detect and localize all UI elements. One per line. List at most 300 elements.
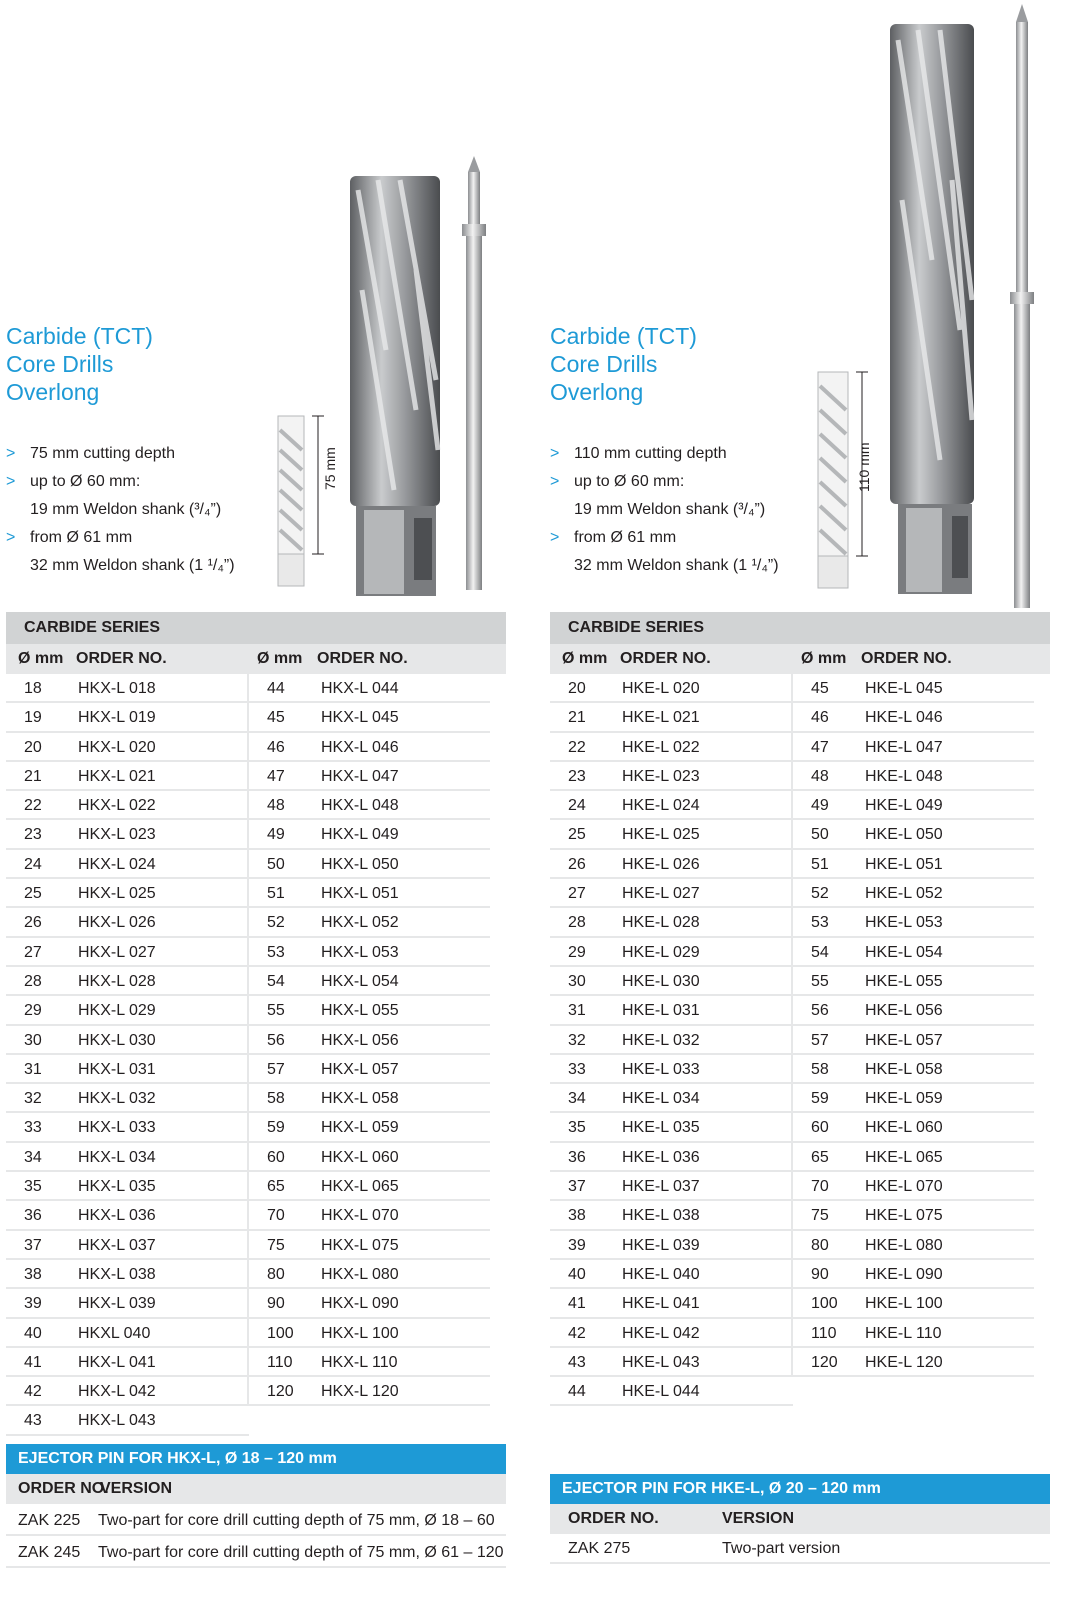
order-number-cell: HKE-L 110: [865, 1324, 942, 1342]
order-number-cell: HKE-L 090: [865, 1265, 943, 1283]
table-row: [550, 1113, 793, 1142]
table-row: [6, 1026, 249, 1055]
ejector-row: ZAK 245 Two-part for core drill cutting depth of 75 mm, Ø 61 – 120: [6, 1538, 506, 1568]
order-number-cell: HKX-L 080: [321, 1265, 399, 1283]
table-row: [6, 967, 249, 996]
diameter-cell: 23: [24, 826, 42, 844]
table-row: [550, 1084, 793, 1113]
diameter-cell: 42: [24, 1383, 42, 1401]
order-number-cell: HKE-L 041: [622, 1295, 700, 1313]
cross-section-icon: [278, 416, 324, 586]
table-row: [550, 820, 793, 849]
order-number-cell: HKX-L 036: [78, 1207, 156, 1225]
order-number-cell: HKE-L 020: [622, 680, 700, 697]
order-number-cell: HKX-L 043: [78, 1412, 156, 1430]
order-number-cell: HKX-L 027: [78, 943, 156, 961]
order-number-cell: HKE-L 028: [622, 914, 700, 932]
diameter-cell: 18: [24, 680, 42, 697]
order-number-cell: HKE-L 049: [865, 797, 943, 815]
table-row: [249, 1231, 490, 1260]
diameter-cell: 30: [568, 972, 586, 990]
diameter-cell: 44: [267, 680, 285, 697]
diameter-cell: 25: [24, 885, 42, 903]
chevron-right-icon: >: [550, 529, 560, 546]
table-row: [793, 996, 1034, 1025]
diameter-cell: 27: [24, 943, 42, 961]
table-row: [6, 938, 249, 967]
diameter-cell: 65: [267, 1178, 285, 1196]
order-number-cell: HKE-L 075: [865, 1207, 943, 1225]
order-number-cell: HKE-L 120: [865, 1353, 943, 1371]
diameter-cell: 57: [267, 1060, 285, 1078]
order-number-cell: HKX-L 048: [321, 797, 399, 815]
diameter-cell: 50: [267, 855, 285, 873]
diameter-cell: 33: [24, 1119, 42, 1137]
table-row: [6, 850, 249, 879]
table-row: [249, 820, 490, 849]
diameter-cell: 28: [568, 914, 586, 932]
table-row: [550, 1319, 793, 1348]
order-number-cell: HKE-L 043: [622, 1353, 700, 1371]
table-row: [249, 1026, 490, 1055]
ejector-heading: EJECTOR PIN FOR HKX-L, Ø 18 – 120 mm: [6, 1444, 506, 1474]
diameter-cell: 90: [267, 1295, 285, 1313]
order-number-cell: HKE-L 057: [865, 1031, 943, 1049]
order-number-cell: HKE-L 048: [865, 767, 943, 785]
diameter-cell: 26: [568, 855, 586, 873]
diameter-cell: 110: [811, 1324, 837, 1342]
core-drill-illustration: [812, 0, 1052, 612]
diameter-cell: 33: [568, 1060, 586, 1078]
order-number-cell: HKX-L 030: [78, 1031, 156, 1049]
order-number-cell: HKX-L 065: [321, 1178, 399, 1196]
order-number-cell: HKE-L 022: [622, 738, 700, 756]
order-number-cell: HKE-L 054: [865, 943, 943, 961]
diameter-cell: 55: [811, 972, 829, 990]
order-number-cell: HKX-L 053: [321, 943, 399, 961]
table-row: [550, 1143, 793, 1172]
ejector-pin-icon: [462, 156, 486, 590]
order-number-cell: HKX-L 025: [78, 885, 156, 903]
diameter-cell: 35: [568, 1119, 586, 1137]
table-row: [249, 1260, 490, 1289]
diameter-cell: 56: [811, 1002, 829, 1020]
diameter-cell: 39: [24, 1295, 42, 1313]
chevron-right-icon: >: [6, 529, 16, 546]
diameter-cell: 90: [811, 1265, 829, 1283]
table-row: [249, 674, 490, 703]
table-row: [249, 1289, 490, 1318]
diameter-cell: 53: [811, 914, 829, 932]
diameter-cell: 28: [24, 972, 42, 990]
diameter-cell: 75: [267, 1236, 285, 1254]
diameter-cell: 24: [568, 797, 586, 815]
table-row: [550, 1348, 793, 1377]
table-row: [6, 1113, 249, 1142]
order-number-cell: HKE-L 024: [622, 797, 700, 815]
table-row: [793, 1260, 1034, 1289]
table-row: [550, 1260, 793, 1289]
order-number-cell: HKX-L 060: [321, 1148, 399, 1166]
order-number-cell: HKE-L 026: [622, 855, 700, 873]
table-row: [793, 1172, 1034, 1201]
ejector-row: ZAK 225 Two-part for core drill cutting depth of 75 mm, Ø 18 – 60: [6, 1506, 506, 1536]
table-row: [249, 791, 490, 820]
order-number-cell: HKE-L 027: [622, 885, 700, 903]
table-row: [6, 820, 249, 849]
order-number-cell: HKX-L 045: [321, 709, 399, 727]
order-number-cell: HKE-L 059: [865, 1090, 943, 1108]
diameter-cell: 48: [267, 797, 285, 815]
order-number-cell: HKX-L 044: [321, 680, 399, 697]
order-number-cell: HKX-L 026: [78, 914, 156, 932]
order-number-cell: HKE-L 030: [622, 972, 700, 990]
column-headers: Ø mm ORDER NO. Ø mm ORDER NO.: [6, 644, 506, 674]
diameter-cell: 110: [267, 1353, 293, 1371]
table-row: [249, 908, 490, 937]
table-row: [550, 996, 793, 1025]
diameter-cell: 120: [267, 1383, 294, 1401]
table-row: [550, 1201, 793, 1230]
core-drill-illustration: [266, 150, 506, 610]
diameter-cell: 35: [24, 1178, 42, 1196]
order-number-cell: HKX-L 070: [321, 1207, 399, 1225]
chevron-right-icon: >: [550, 473, 560, 490]
table-row: [793, 1055, 1034, 1084]
table-row: [793, 703, 1034, 732]
order-number-cell: HKX-L 055: [321, 1002, 399, 1020]
product-title: Carbide (TCT) Core Drills Overlong: [550, 323, 697, 405]
order-table-column-1: [550, 674, 793, 1406]
drill-body-icon: [890, 24, 974, 594]
diameter-cell: 31: [568, 1002, 586, 1020]
table-row: [550, 703, 793, 732]
table-row: [793, 1289, 1034, 1318]
order-number-cell: HKE-L 025: [622, 826, 700, 844]
order-number-cell: HKE-L 029: [622, 943, 700, 961]
order-number-cell: HKX-L 020: [78, 738, 156, 756]
table-row: [550, 1055, 793, 1084]
diameter-cell: 24: [24, 855, 42, 873]
table-row: [6, 733, 249, 762]
order-number-cell: HKE-L 050: [865, 826, 943, 844]
table-row: [249, 850, 490, 879]
diameter-cell: 51: [811, 855, 829, 873]
table-row: [249, 1377, 490, 1406]
order-number-cell: HKE-L 042: [622, 1324, 700, 1342]
order-number-cell: HKE-L 053: [865, 914, 943, 932]
diameter-cell: 36: [568, 1148, 586, 1166]
order-number-cell: HKE-L 055: [865, 972, 943, 990]
order-number-cell: HKX-L 021: [78, 767, 156, 785]
table-row: [793, 908, 1034, 937]
order-number-cell: HKE-L 060: [865, 1119, 943, 1137]
table-row: [249, 733, 490, 762]
diameter-cell: 37: [24, 1236, 42, 1254]
feature-item: > up to Ø 60 mm:: [6, 468, 235, 496]
diameter-cell: 19: [24, 709, 42, 727]
table-row: [550, 1026, 793, 1055]
diameter-cell: 31: [24, 1060, 42, 1078]
order-number-cell: HKXL 040: [78, 1324, 151, 1342]
table-row: [6, 908, 249, 937]
order-number-cell: HKE-L 058: [865, 1060, 943, 1078]
table-row: [249, 996, 490, 1025]
feature-subitem: 19 mm Weldon shank (³/₄”): [574, 501, 766, 518]
diameter-cell: 47: [811, 738, 829, 756]
order-number-cell: HKE-L 035: [622, 1119, 700, 1137]
table-row: [793, 1201, 1034, 1230]
table-row: [249, 1113, 490, 1142]
order-number-cell: HKX-L 057: [321, 1060, 399, 1078]
order-number-cell: HKX-L 032: [78, 1090, 156, 1108]
order-number-cell: HKX-L 038: [78, 1265, 156, 1283]
diameter-cell: 49: [267, 826, 285, 844]
ejector-row: ZAK 275 Two-part version: [550, 1534, 1050, 1564]
diameter-cell: 53: [267, 943, 285, 961]
table-row: [249, 762, 490, 791]
diameter-cell: 41: [24, 1353, 42, 1371]
diameter-cell: 59: [267, 1119, 285, 1137]
diameter-cell: 58: [267, 1090, 285, 1108]
feature-list: [6, 440, 235, 580]
diameter-cell: 32: [24, 1090, 42, 1108]
feature-subitem: 32 mm Weldon shank (1 ¹/₄”): [574, 557, 779, 574]
table-row: [793, 850, 1034, 879]
panel-hke-l: [550, 0, 1050, 1616]
diameter-cell: 45: [267, 709, 285, 727]
product-title: Carbide (TCT) Core Drills Overlong: [6, 323, 153, 405]
table-row: [249, 1084, 490, 1113]
feature-item: > up to Ø 60 mm:: [550, 468, 779, 496]
order-number-cell: HKE-L 065: [865, 1148, 943, 1166]
order-number-cell: HKE-L 080: [865, 1236, 943, 1254]
order-number-cell: HKX-L 100: [321, 1324, 399, 1342]
order-number-cell: HKE-L 052: [865, 885, 943, 903]
table-row: [249, 1201, 490, 1230]
table-row: [249, 938, 490, 967]
diameter-cell: 38: [24, 1265, 42, 1283]
diameter-cell: 21: [24, 767, 42, 785]
table-row: [793, 1231, 1034, 1260]
diameter-cell: 80: [811, 1236, 829, 1254]
table-row: [6, 703, 249, 732]
order-number-cell: HKX-L 059: [321, 1119, 399, 1137]
table-row: [550, 791, 793, 820]
table-row: [550, 850, 793, 879]
table-row: [793, 967, 1034, 996]
order-number-cell: HKX-L 018: [78, 680, 156, 697]
diameter-cell: 49: [811, 797, 829, 815]
table-row: [6, 1260, 249, 1289]
diameter-cell: 34: [24, 1148, 42, 1166]
diameter-cell: 39: [568, 1236, 586, 1254]
order-number-cell: HKX-L 022: [78, 797, 156, 815]
table-row: [249, 1172, 490, 1201]
diameter-cell: 100: [811, 1295, 838, 1313]
table-row: [793, 762, 1034, 791]
table-row: [550, 879, 793, 908]
order-number-cell: HKX-L 056: [321, 1031, 399, 1049]
order-number-cell: HKE-L 040: [622, 1265, 700, 1283]
order-number-cell: HKX-L 039: [78, 1295, 156, 1313]
diameter-cell: 55: [267, 1002, 285, 1020]
diameter-cell: 52: [267, 914, 285, 932]
order-number-cell: HKX-L 110: [321, 1353, 398, 1371]
ejector-heading: EJECTOR PIN FOR HKE-L, Ø 20 – 120 mm: [550, 1474, 1050, 1504]
series-heading: CARBIDE SERIES: [550, 612, 1050, 644]
diameter-cell: 57: [811, 1031, 829, 1049]
diameter-cell: 40: [568, 1265, 586, 1283]
diameter-cell: 59: [811, 1090, 829, 1108]
order-number-cell: HKE-L 033: [622, 1060, 700, 1078]
diameter-cell: 46: [811, 709, 829, 727]
table-row: [550, 674, 793, 703]
dimension-label: 110 mm: [856, 442, 872, 492]
table-row: [550, 938, 793, 967]
order-number-cell: HKX-L 120: [321, 1383, 399, 1401]
diameter-cell: 60: [267, 1148, 285, 1166]
feature-list: [550, 440, 779, 580]
table-row: [793, 879, 1034, 908]
table-row: [793, 1084, 1034, 1113]
table-row: [6, 1406, 249, 1435]
order-number-cell: HKX-L 058: [321, 1090, 399, 1108]
diameter-cell: 51: [267, 885, 285, 903]
order-number-cell: HKX-L 090: [321, 1295, 399, 1313]
order-number-cell: HKE-L 045: [865, 680, 943, 697]
diameter-cell: 54: [267, 972, 285, 990]
diameter-cell: 43: [24, 1412, 42, 1430]
table-row: [6, 674, 249, 703]
diameter-cell: 21: [568, 709, 586, 727]
table-row: [793, 938, 1034, 967]
order-number-cell: HKX-L 050: [321, 855, 399, 873]
order-number-cell: HKE-L 047: [865, 738, 943, 756]
feature-item: > 110 mm cutting depth: [550, 440, 779, 468]
table-row: [6, 1319, 249, 1348]
table-row: [793, 733, 1034, 762]
diameter-cell: 37: [568, 1178, 586, 1196]
order-number-cell: HKE-L 023: [622, 767, 700, 785]
order-number-cell: HKX-L 049: [321, 826, 399, 844]
order-table-column-1: [6, 674, 249, 1436]
table-row: [6, 996, 249, 1025]
table-row: [249, 1055, 490, 1084]
diameter-cell: 120: [811, 1353, 838, 1371]
diameter-cell: 100: [267, 1324, 294, 1342]
ejector-column-headers: ORDER NO. VERSION: [550, 1504, 1050, 1534]
order-number-cell: HKE-L 031: [622, 1002, 700, 1020]
diameter-cell: 20: [568, 680, 586, 697]
ejector-column-headers: ORDER NO. VERSION: [6, 1474, 506, 1504]
chevron-right-icon: >: [550, 445, 560, 462]
diameter-cell: 29: [24, 1002, 42, 1020]
table-row: [249, 879, 490, 908]
order-number-cell: HKX-L 075: [321, 1236, 399, 1254]
chevron-right-icon: >: [6, 473, 16, 490]
table-row: [550, 1377, 793, 1406]
feature-subitem: 32 mm Weldon shank (1 ¹/₄”): [30, 557, 235, 574]
diameter-cell: 65: [811, 1148, 829, 1166]
table-row: [793, 1348, 1034, 1377]
table-row: [6, 1143, 249, 1172]
diameter-cell: 34: [568, 1090, 586, 1108]
feature-item: > from Ø 61 mm: [6, 524, 235, 552]
diameter-cell: 70: [811, 1178, 829, 1196]
table-row: [793, 1026, 1034, 1055]
table-row: [6, 1201, 249, 1230]
order-number-cell: HKX-L 029: [78, 1002, 156, 1020]
diameter-cell: 50: [811, 826, 829, 844]
order-number-cell: HKE-L 021: [622, 709, 700, 727]
table-row: [249, 1348, 490, 1377]
table-row: [6, 1377, 249, 1406]
order-number-cell: HKX-L 051: [321, 885, 399, 903]
series-heading: CARBIDE SERIES: [6, 612, 506, 644]
table-row: [249, 703, 490, 732]
order-number-cell: HKE-L 046: [865, 709, 943, 727]
diameter-cell: 41: [568, 1295, 586, 1313]
diameter-cell: 46: [267, 738, 285, 756]
order-number-cell: HKX-L 035: [78, 1178, 156, 1196]
diameter-cell: 70: [267, 1207, 285, 1225]
order-number-cell: HKE-L 100: [865, 1295, 943, 1313]
order-number-cell: HKX-L 054: [321, 972, 399, 990]
order-number-cell: HKE-L 036: [622, 1148, 700, 1166]
panel-hkx-l: [6, 0, 506, 1616]
order-number-cell: HKE-L 032: [622, 1031, 700, 1049]
diameter-cell: 56: [267, 1031, 285, 1049]
order-number-cell: HKE-L 038: [622, 1207, 700, 1225]
diameter-cell: 45: [811, 680, 829, 697]
table-row: [550, 908, 793, 937]
table-row: [550, 1289, 793, 1318]
table-row: [6, 879, 249, 908]
order-number-cell: HKX-L 041: [78, 1353, 156, 1371]
dimension-label: 75 mm: [322, 447, 338, 490]
diameter-cell: 42: [568, 1324, 586, 1342]
table-row: [550, 733, 793, 762]
order-number-cell: HKX-L 024: [78, 855, 156, 873]
diameter-cell: 52: [811, 885, 829, 903]
order-number-cell: HKX-L 031: [78, 1060, 156, 1078]
diameter-cell: 32: [568, 1031, 586, 1049]
order-number-cell: HKE-L 070: [865, 1178, 943, 1196]
diameter-cell: 58: [811, 1060, 829, 1078]
diameter-cell: 44: [568, 1383, 586, 1401]
diameter-cell: 22: [568, 738, 586, 756]
table-row: [793, 1143, 1034, 1172]
table-row: [550, 1172, 793, 1201]
diameter-cell: 54: [811, 943, 829, 961]
diameter-cell: 43: [568, 1353, 586, 1371]
diameter-cell: 75: [811, 1207, 829, 1225]
diameter-cell: 80: [267, 1265, 285, 1283]
feature-item: > from Ø 61 mm: [550, 524, 779, 552]
ejector-pin-icon: [1010, 4, 1034, 608]
table-row: [6, 762, 249, 791]
feature-subitem: 19 mm Weldon shank (³/₄”): [30, 501, 222, 518]
order-number-cell: HKX-L 052: [321, 914, 399, 932]
order-number-cell: HKE-L 037: [622, 1178, 700, 1196]
order-number-cell: HKX-L 033: [78, 1119, 156, 1137]
order-table-column-2: [791, 674, 1034, 1377]
diameter-cell: 40: [24, 1324, 42, 1342]
order-number-cell: HKX-L 042: [78, 1383, 156, 1401]
table-row: [550, 1231, 793, 1260]
table-row: [6, 1055, 249, 1084]
